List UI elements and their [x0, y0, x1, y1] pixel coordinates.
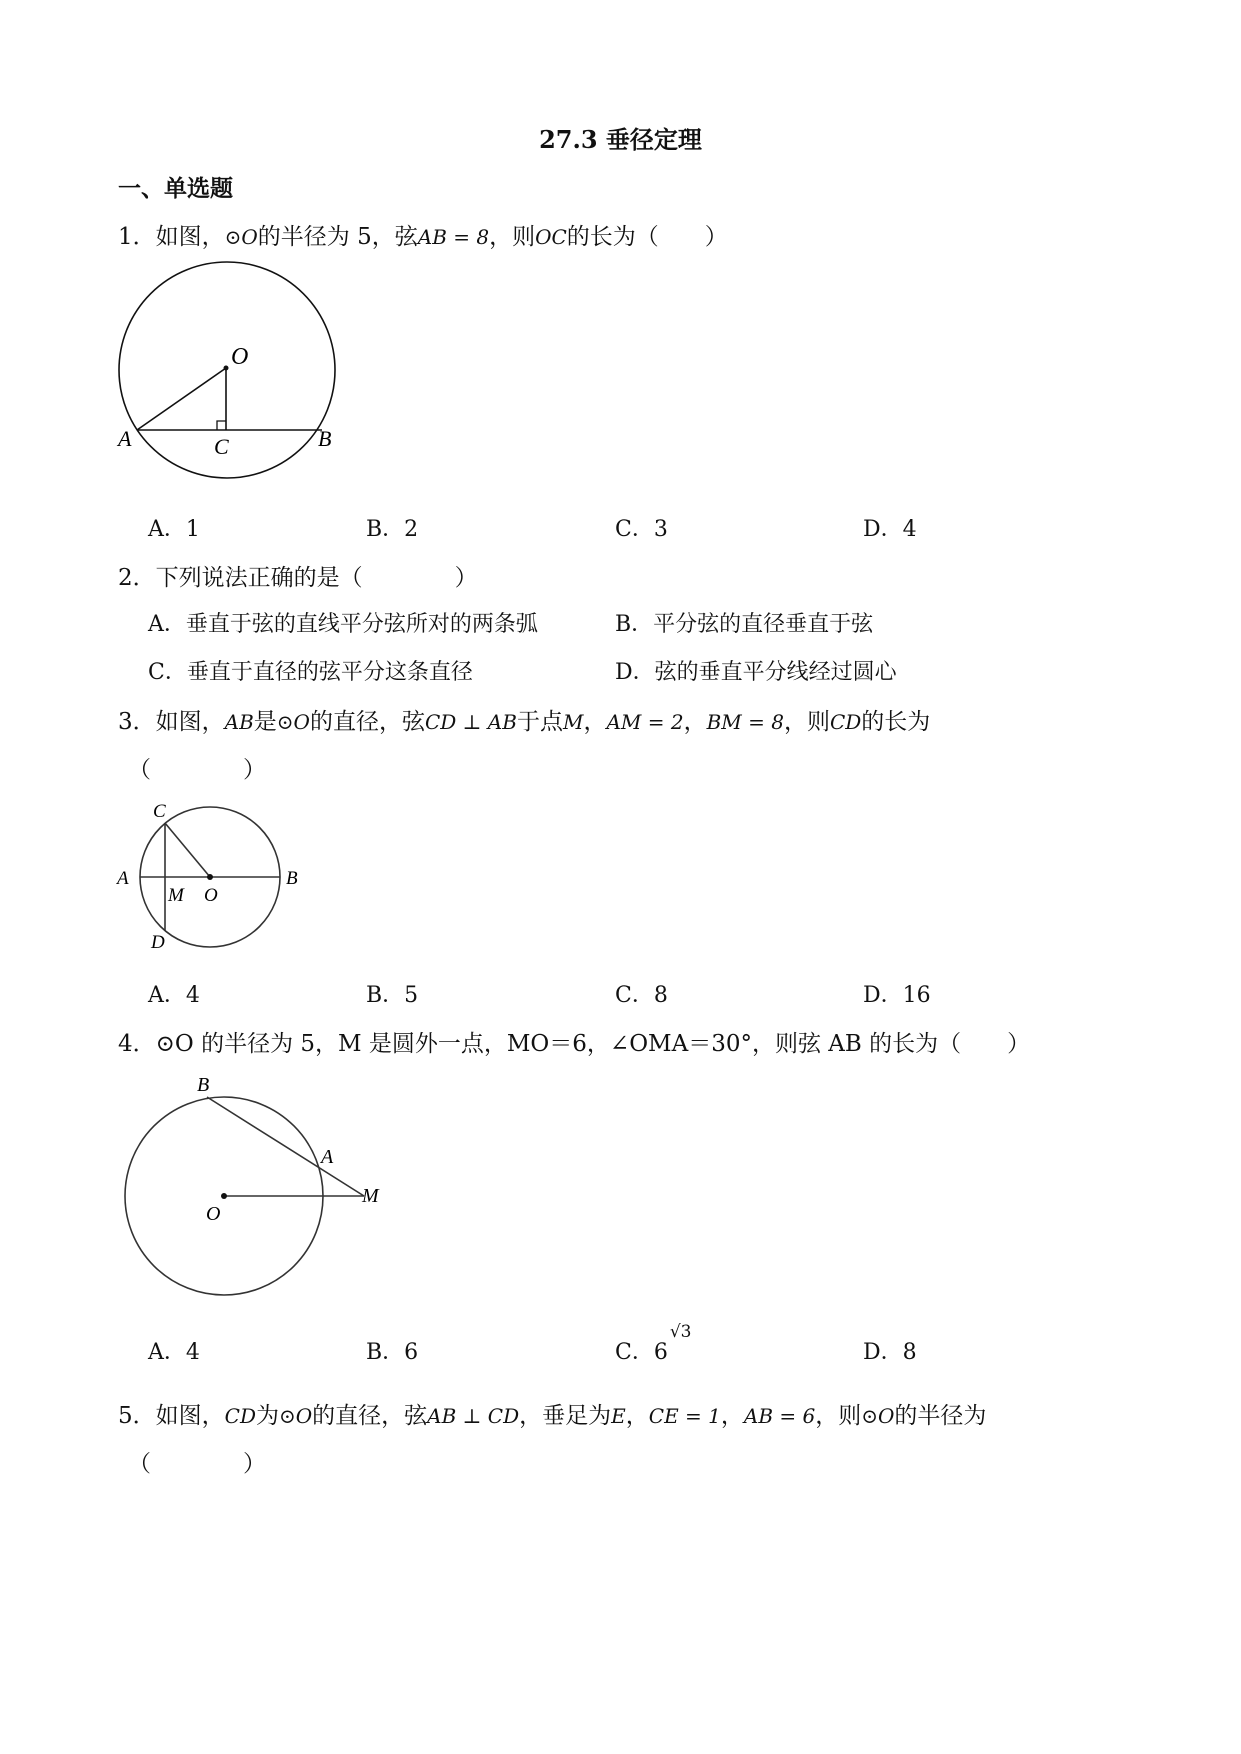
- segment-co: [165, 823, 210, 877]
- option-d[interactable]: D．弦的垂直平分线经过圆心: [615, 660, 897, 685]
- figure-q3: [110, 795, 310, 955]
- label-o: O: [206, 1203, 221, 1225]
- math-expr: AB: [224, 710, 254, 734]
- math-expr: AB = 6: [743, 1404, 816, 1428]
- label-o: O: [204, 885, 218, 906]
- question-3-stem: [118, 703, 930, 736]
- stem-text: ，: [683, 709, 707, 735]
- math-expr: M: [562, 710, 584, 734]
- option-c-text: C．6: [615, 1340, 668, 1365]
- stem-text: ⊙O 的半径为 5，M 是圆外一点，MO＝6，∠OMA＝30°，则弦 AB 的长为（ ）: [155, 1031, 1031, 1057]
- option-b[interactable]: B．2: [366, 517, 419, 542]
- label-d: D: [151, 932, 165, 953]
- math-expr: ⊙O: [861, 1404, 895, 1428]
- answer-parentheses: （ ）: [128, 1451, 266, 1477]
- label-m: M: [362, 1185, 379, 1207]
- point-o: [207, 874, 213, 880]
- figure-q4: [110, 1070, 410, 1305]
- option-d[interactable]: D．4: [863, 517, 917, 542]
- option-b[interactable]: B．5: [366, 983, 419, 1008]
- label-c: C: [214, 434, 229, 459]
- option-b[interactable]: B．6: [366, 1340, 419, 1365]
- label-b: B: [197, 1074, 210, 1096]
- stem-text: ，则: [489, 224, 536, 250]
- point-o: [224, 366, 229, 371]
- stem-text: 于点: [516, 709, 563, 735]
- math-expr: BM = 8: [706, 710, 784, 734]
- option-d[interactable]: D．8: [863, 1340, 917, 1365]
- stem-text: 的直径，弦: [309, 709, 425, 735]
- question-number: 4．: [118, 1031, 156, 1057]
- stem-text: 的半径为 5，弦: [257, 224, 418, 250]
- question-2-stem: [118, 559, 478, 592]
- question-1-stem: [118, 218, 728, 251]
- option-c[interactable]: C．3: [615, 517, 668, 542]
- math-expr: ⊙O: [224, 225, 258, 249]
- option-a[interactable]: A．4: [148, 1340, 200, 1365]
- option-a[interactable]: A．4: [148, 983, 200, 1008]
- math-expr: AM = 2: [606, 710, 684, 734]
- stem-text: ，: [625, 1403, 649, 1429]
- stem-text: 的半径为: [894, 1403, 987, 1429]
- option-a[interactable]: A．1: [148, 517, 200, 542]
- segment-oa: [137, 368, 226, 430]
- question-number: 1．: [118, 224, 156, 250]
- math-expr: CD ⊥ AB: [424, 710, 517, 734]
- answer-parentheses: （ ）: [128, 757, 266, 783]
- page-title: 27.3 垂径定理: [539, 125, 702, 154]
- question-number: 2．: [118, 565, 156, 591]
- label-a: A: [117, 868, 129, 889]
- option-a[interactable]: A．垂直于弦的直线平分弦所对的两条弧: [148, 612, 538, 637]
- stem-text: ，: [583, 709, 607, 735]
- stem-text: ，: [720, 1403, 744, 1429]
- stem-text: ，则: [815, 1403, 862, 1429]
- stem-text: 如图，: [155, 1403, 225, 1429]
- stem-text: ，垂足为: [519, 1403, 612, 1429]
- label-o: O: [231, 344, 249, 370]
- stem-text: 如图，: [155, 709, 225, 735]
- label-a: A: [118, 426, 132, 451]
- math-expr: E: [611, 1404, 626, 1428]
- question-4-stem: [118, 1025, 1030, 1058]
- label-c: C: [153, 801, 166, 822]
- math-expr: ⊙O: [276, 710, 310, 734]
- option-d[interactable]: D．16: [863, 983, 931, 1008]
- right-angle-mark: [217, 421, 226, 430]
- stem-text: 如图，: [155, 224, 225, 250]
- math-expr: AB ⊥ CD: [427, 1404, 520, 1428]
- stem-text: 是: [253, 709, 277, 735]
- math-expr: OC: [535, 225, 567, 249]
- math-expr: ⊙O: [278, 1404, 313, 1428]
- figure-q1: [110, 255, 350, 485]
- option-c[interactable]: [615, 1322, 692, 1366]
- option-c[interactable]: C．垂直于直径的弦平分这条直径: [148, 660, 473, 685]
- stem-text: 为: [255, 1403, 279, 1429]
- math-expr: CE = 1: [648, 1404, 721, 1428]
- question-number: 5．: [118, 1403, 156, 1429]
- label-m: M: [168, 885, 184, 906]
- question-5-stem: [118, 1397, 986, 1430]
- math-expr: AB = 8: [417, 225, 490, 249]
- option-b[interactable]: B．平分弦的直径垂直于弦: [615, 612, 874, 637]
- stem-text: 下列说法正确的是（ ）: [155, 565, 478, 591]
- question-number: 3．: [118, 709, 156, 735]
- point-o: [221, 1193, 227, 1199]
- section-heading: 一、单选题: [118, 175, 233, 202]
- stem-text: ，则: [783, 709, 830, 735]
- stem-text: 的长为（ ）: [566, 224, 728, 250]
- label-b: B: [286, 868, 298, 889]
- secant-bm: [207, 1097, 364, 1196]
- sqrt-three: √3: [669, 1322, 692, 1342]
- stem-text: 的长为: [861, 709, 931, 735]
- label-a: A: [321, 1146, 334, 1168]
- label-b: B: [318, 426, 332, 451]
- math-expr: CD: [829, 710, 862, 734]
- stem-text: 的直径，弦: [312, 1403, 428, 1429]
- math-expr: CD: [224, 1404, 256, 1428]
- option-c[interactable]: C．8: [615, 983, 668, 1008]
